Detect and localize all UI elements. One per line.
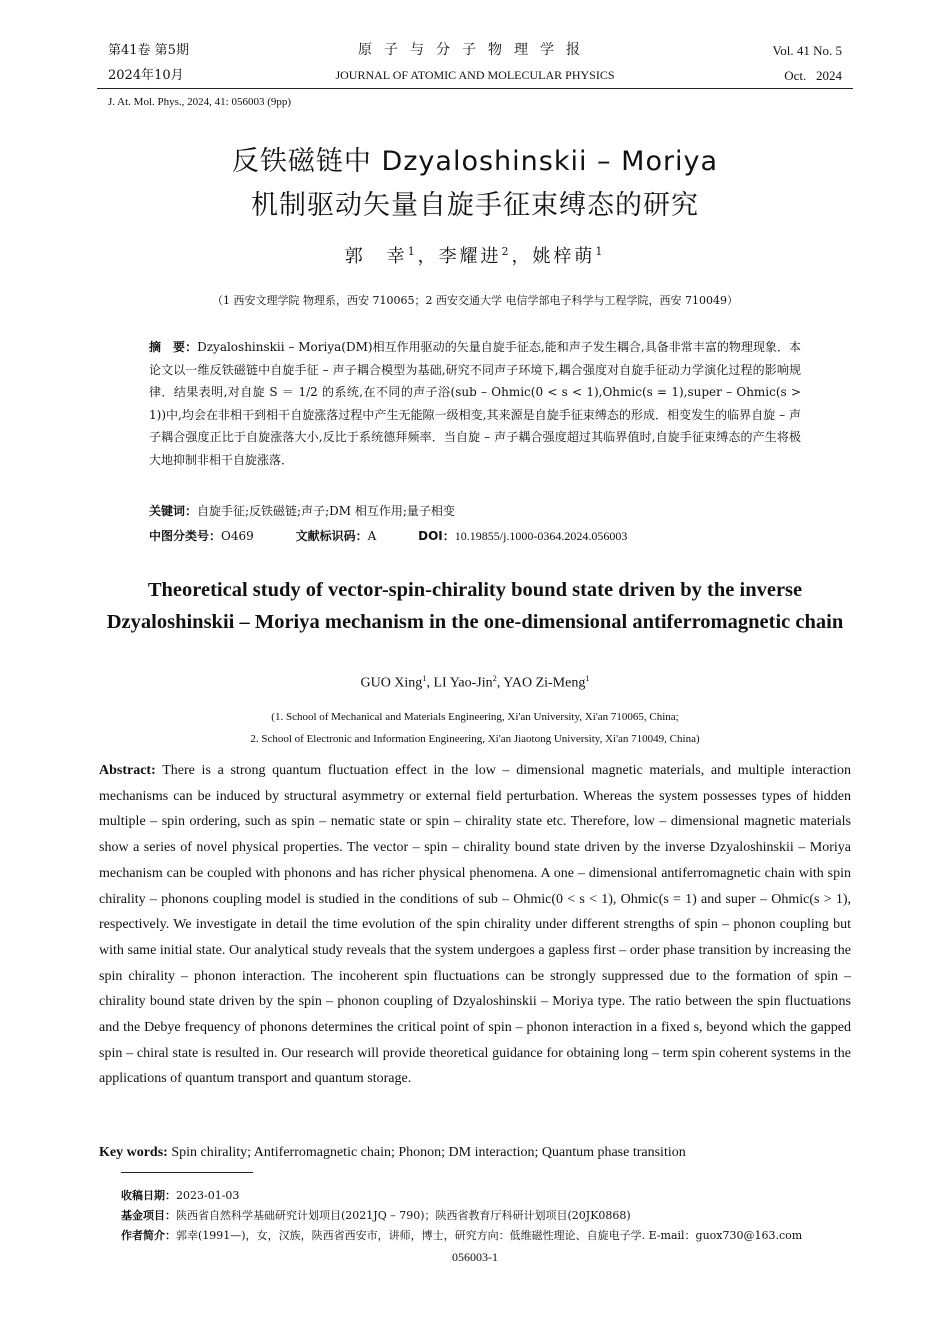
author-3-cn: 姚梓萌 bbox=[532, 246, 596, 267]
author-1-en-sup: 1 bbox=[422, 674, 427, 683]
abstract-cn-text: Dzyaloshinskii – Moriya(DM)相互作用驱动的矢量自旋手征态,能和声子发生耦合,具备非常丰富的物理现象．本论文以一维反铁磁链中自旋手征 – 声子耦合模型为基础,研究不同声子环境下,耦合强度对自旋手征动力学演化过程的影响规律．结果表明,对自旋 S ＝ 1/2 的系统,在不同的声子浴(sub – Ohmic(0 < s < 1),Ohmic(s = 1),super – Ohmic(s > 1))中,均会在非相干到相干自旋涨落过程中产生无能隙一级相变,其来源是自旋手征束缚态的形成．相变发生的临界自旋 – 声子耦合强度正比于自旋涨落大小,反比于系统德拜频率．当自旋 – 声子耦合强度超过其临界值时,自旋手征束缚态的产生将极大地抑制非相干自旋涨落． bbox=[149, 340, 801, 467]
journal-header bbox=[108, 38, 842, 86]
keywords-cn bbox=[149, 502, 455, 519]
author-bio-label: 作者简介： bbox=[121, 1229, 176, 1242]
affiliation-cn: （1 西安文理学院 物理系，西安 710065；2 西安交通大学 电信学部电子科学与工程学院，西安 710049） bbox=[212, 294, 738, 307]
title-en bbox=[80, 574, 870, 638]
doc-code-value: A bbox=[367, 529, 377, 543]
keywords-en bbox=[99, 1145, 686, 1161]
doi-label: DOI： bbox=[418, 529, 455, 543]
clc-item bbox=[149, 529, 254, 543]
volume-issue-en: Vol. 41 No. 5 bbox=[772, 43, 842, 58]
title-en-line1: Theoretical study of vector-spin-chirality bound state driven by the inverse bbox=[147, 579, 803, 601]
title-cn-line2: 机制驱动矢量自旋手征束缚态的研究 bbox=[251, 190, 699, 221]
keywords-cn-label: 关键词： bbox=[149, 504, 198, 518]
clc-label: 中图分类号： bbox=[149, 529, 222, 543]
affiliation-en-line1: (1. School of Mechanical and Materials Engineering, Xi'an University, Xi'an 710065, China; bbox=[271, 711, 679, 723]
fund-label: 基金项目： bbox=[121, 1209, 176, 1222]
date-en: Oct. 2024 bbox=[784, 68, 842, 83]
author-bio-value: 郭幸(1991—)，女，汉族，陕西省西安市，讲师，博士，研究方向：低维磁性理论、自旋电子学. E-mail：guox730@163.com bbox=[176, 1229, 803, 1242]
received-label: 收稿日期： bbox=[121, 1189, 176, 1202]
citation: J. At. Mol. Phys., 2024, 41: 056003 (9pp) bbox=[108, 96, 292, 108]
author-sep: ， bbox=[417, 246, 439, 267]
keywords-cn-text: 自旋手征;反铁磁链;声子;DM 相互作用;量子相变 bbox=[197, 504, 455, 518]
received-value: 2023-01-03 bbox=[176, 1189, 240, 1202]
fund-value: 陕西省自然科学基础研究计划项目(2021JQ – 790)；陕西省教育厅科研计划项目(20JK0868) bbox=[176, 1209, 631, 1222]
header-divider bbox=[97, 88, 853, 89]
journal-name-cn: 原子与分子物理学报 bbox=[358, 42, 592, 58]
title-cn-line1: 反铁磁链中 Dzyaloshinskii – Moriya bbox=[231, 146, 719, 177]
author-sep: , bbox=[426, 675, 434, 691]
volume-issue-cn: 第41卷 第5期 bbox=[108, 43, 189, 58]
received-date bbox=[121, 1186, 861, 1206]
author-1-en: GUO Xing bbox=[360, 675, 423, 691]
author-2-en-sup: 2 bbox=[492, 674, 497, 683]
title-en-line2: Dzyaloshinskii – Moriya mechanism in the one-dimensional antiferromagnetic chain bbox=[106, 611, 844, 633]
classification-line bbox=[149, 527, 809, 544]
header-center bbox=[108, 38, 842, 88]
journal-name-en: JOURNAL OF ATOMIC AND MOLECULAR PHYSICS bbox=[335, 68, 615, 82]
authors-en bbox=[0, 674, 950, 692]
abstract-cn bbox=[149, 336, 801, 471]
abstract-en bbox=[99, 758, 851, 1092]
author-1-cn: 郭 幸 bbox=[344, 246, 408, 267]
affiliation-en-line2: 2. School of Electronic and Information Engineering, Xi'an Jiaotong University, Xi'an 710049, China) bbox=[250, 733, 700, 745]
author-1-cn-sup: 1 bbox=[407, 245, 418, 258]
author-2-cn-sup: 2 bbox=[501, 245, 512, 258]
author-3-en-sup: 1 bbox=[585, 674, 590, 683]
author-2-en: LI Yao-Jin bbox=[433, 675, 493, 691]
author-3-en: YAO Zi-Meng bbox=[503, 675, 586, 691]
author-sep: ， bbox=[511, 246, 533, 267]
abstract-cn-label: 摘 要： bbox=[149, 340, 198, 354]
funding bbox=[121, 1206, 861, 1226]
keywords-en-label: Key words: bbox=[99, 1145, 168, 1160]
title-cn bbox=[0, 140, 950, 228]
author-2-cn: 李耀进 bbox=[438, 246, 502, 267]
author-3-cn-sup: 1 bbox=[595, 245, 606, 258]
doi-item bbox=[418, 529, 627, 543]
doi-value: 10.19855/j.1000-0364.2024.056003 bbox=[454, 529, 628, 543]
date-cn: 2024年10月 bbox=[108, 68, 184, 83]
header-right bbox=[773, 38, 842, 88]
clc-value: O469 bbox=[221, 529, 254, 543]
affiliation-en bbox=[0, 706, 950, 750]
abstract-en-text: There is a strong quantum fluctuation effect in the low – dimensional magnetic materials, and multiple interaction mechanisms can be induced by structural asymmetry or external field perturbation. Whereas the system possesses types of hidden multiple – spin ordering, such as spin – nematic state or spin – chirality state etc. Therefore, low – dimensional magnetic materials show a series of novel physical properties. The vector – spin – chirality bound state driven by the inverse Dzyaloshinskii – Moriya mechanism can be coupled with phonons and has richer physical phenomena. A one – dimensional antiferromagnetic chain with spin chirality – phonons coupling model is studied in the conditions of sub – Ohmic(0 < s < 1), Ohmic(s = 1) and super – Ohmic(s > 1), respectively. We investigate in detail the time evolution of the spin chirality under different strengths of spin – phonon coupling but with same initial state. Our analytical study reveals that the system undergoes a gapless first – order phase transition by increasing the spin chirality – phonon interaction. The incoherent spin fluctuations can be strongly suppressed due to the formation of spin – chirality bound state driven by the spin – phonon coupling of Dzyaloshinskii – Moriya type. The ratio between the spin fluctuations and the Debye frequency of phonons determines the critical point of spin – phonon interaction in a fixed s, beyond which the gapped spin – chiral state is resulted in. Our research will provide theoretical guidance for obtaining long – term spin coherent systems in the applications of quantum transport and quantum storage. bbox=[99, 763, 852, 1087]
author-bio bbox=[121, 1226, 861, 1246]
author-sep: , bbox=[496, 675, 504, 691]
page-number: 056003-1 bbox=[452, 1250, 498, 1264]
keywords-en-text: Spin chirality; Antiferromagnetic chain; Phonon; DM interaction; Quantum phase transition bbox=[171, 1145, 686, 1160]
doc-code-item bbox=[296, 529, 377, 543]
doc-code-label: 文献标识码： bbox=[295, 529, 368, 543]
footnote-divider bbox=[121, 1172, 253, 1173]
authors-cn bbox=[0, 242, 950, 268]
footnotes bbox=[121, 1186, 861, 1246]
abstract-en-label: Abstract: bbox=[99, 763, 156, 778]
